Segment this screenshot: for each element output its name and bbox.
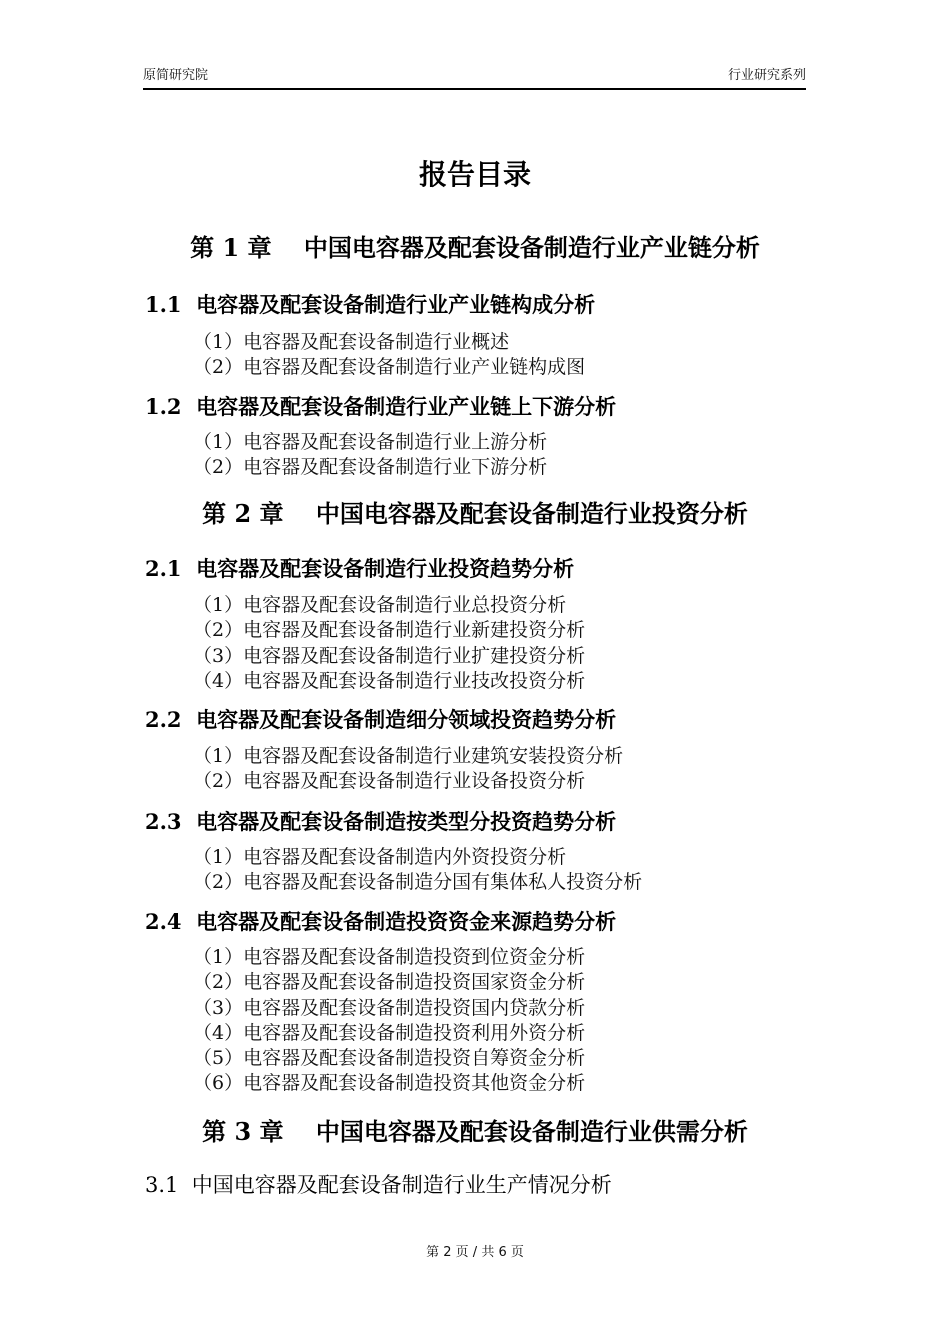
chapter-3-heading: 第 3 章 中国电容器及配套设备制造行业供需分析 [202, 1117, 748, 1146]
toc-item: （2）电容器及配套设备制造分国有集体私人投资分析 [193, 871, 643, 893]
toc-item: （1）电容器及配套设备制造行业上游分析 [193, 431, 548, 453]
toc-item: （1）电容器及配套设备制造内外资投资分析 [193, 846, 567, 868]
section-2-1-heading: 2.1 电容器及配套设备制造行业投资趋势分析 [145, 556, 575, 581]
header-divider [143, 88, 806, 90]
page-title: 报告目录 [418, 158, 531, 191]
toc-item: （3）电容器及配套设备制造投资国内贷款分析 [193, 997, 586, 1019]
toc-item: （1）电容器及配套设备制造投资到位资金分析 [193, 946, 586, 968]
section-2-3-heading: 2.3 电容器及配套设备制造按类型分投资趋势分析 [145, 809, 617, 834]
header-publisher: 原简研究院 [143, 68, 209, 83]
page-number: 第 2 页 / 共 6 页 [426, 1245, 524, 1260]
toc-item: （2）电容器及配套设备制造投资国家资金分析 [193, 971, 586, 993]
section-1-1-heading: 1.1 电容器及配套设备制造行业产业链构成分析 [145, 292, 596, 317]
chapter-1-heading: 第 1 章 中国电容器及配套设备制造行业产业链分析 [190, 233, 760, 262]
toc-item: （1）电容器及配套设备制造行业建筑安装投资分析 [193, 745, 624, 767]
toc-item: （3）电容器及配套设备制造行业扩建投资分析 [193, 645, 586, 667]
toc-item: （4）电容器及配套设备制造投资利用外资分析 [193, 1022, 586, 1044]
section-2-2-heading: 2.2 电容器及配套设备制造细分领域投资趋势分析 [145, 707, 617, 732]
toc-item: （1）电容器及配套设备制造行业总投资分析 [193, 594, 567, 616]
section-2-4-heading: 2.4 电容器及配套设备制造投资资金来源趋势分析 [145, 909, 617, 934]
chapter-2-heading: 第 2 章 中国电容器及配套设备制造行业投资分析 [202, 499, 748, 528]
toc-item: （2）电容器及配套设备制造行业设备投资分析 [193, 770, 586, 792]
toc-item: （1）电容器及配套设备制造行业概述 [193, 331, 510, 353]
section-1-2-heading: 1.2 电容器及配套设备制造行业产业链上下游分析 [145, 394, 617, 419]
header-series: 行业研究系列 [727, 68, 806, 83]
toc-item: （2）电容器及配套设备制造行业新建投资分析 [193, 619, 586, 641]
toc-item: （2）电容器及配套设备制造行业产业链构成图 [193, 356, 586, 378]
toc-item: （4）电容器及配套设备制造行业技改投资分析 [193, 670, 586, 692]
toc-item: （6）电容器及配套设备制造投资其他资金分析 [193, 1072, 586, 1094]
toc-item: （2）电容器及配套设备制造行业下游分析 [193, 456, 548, 478]
section-3-1-heading: 3.1 中国电容器及配套设备制造行业生产情况分析 [145, 1173, 612, 1197]
toc-item: （5）电容器及配套设备制造投资自筹资金分析 [193, 1047, 586, 1069]
